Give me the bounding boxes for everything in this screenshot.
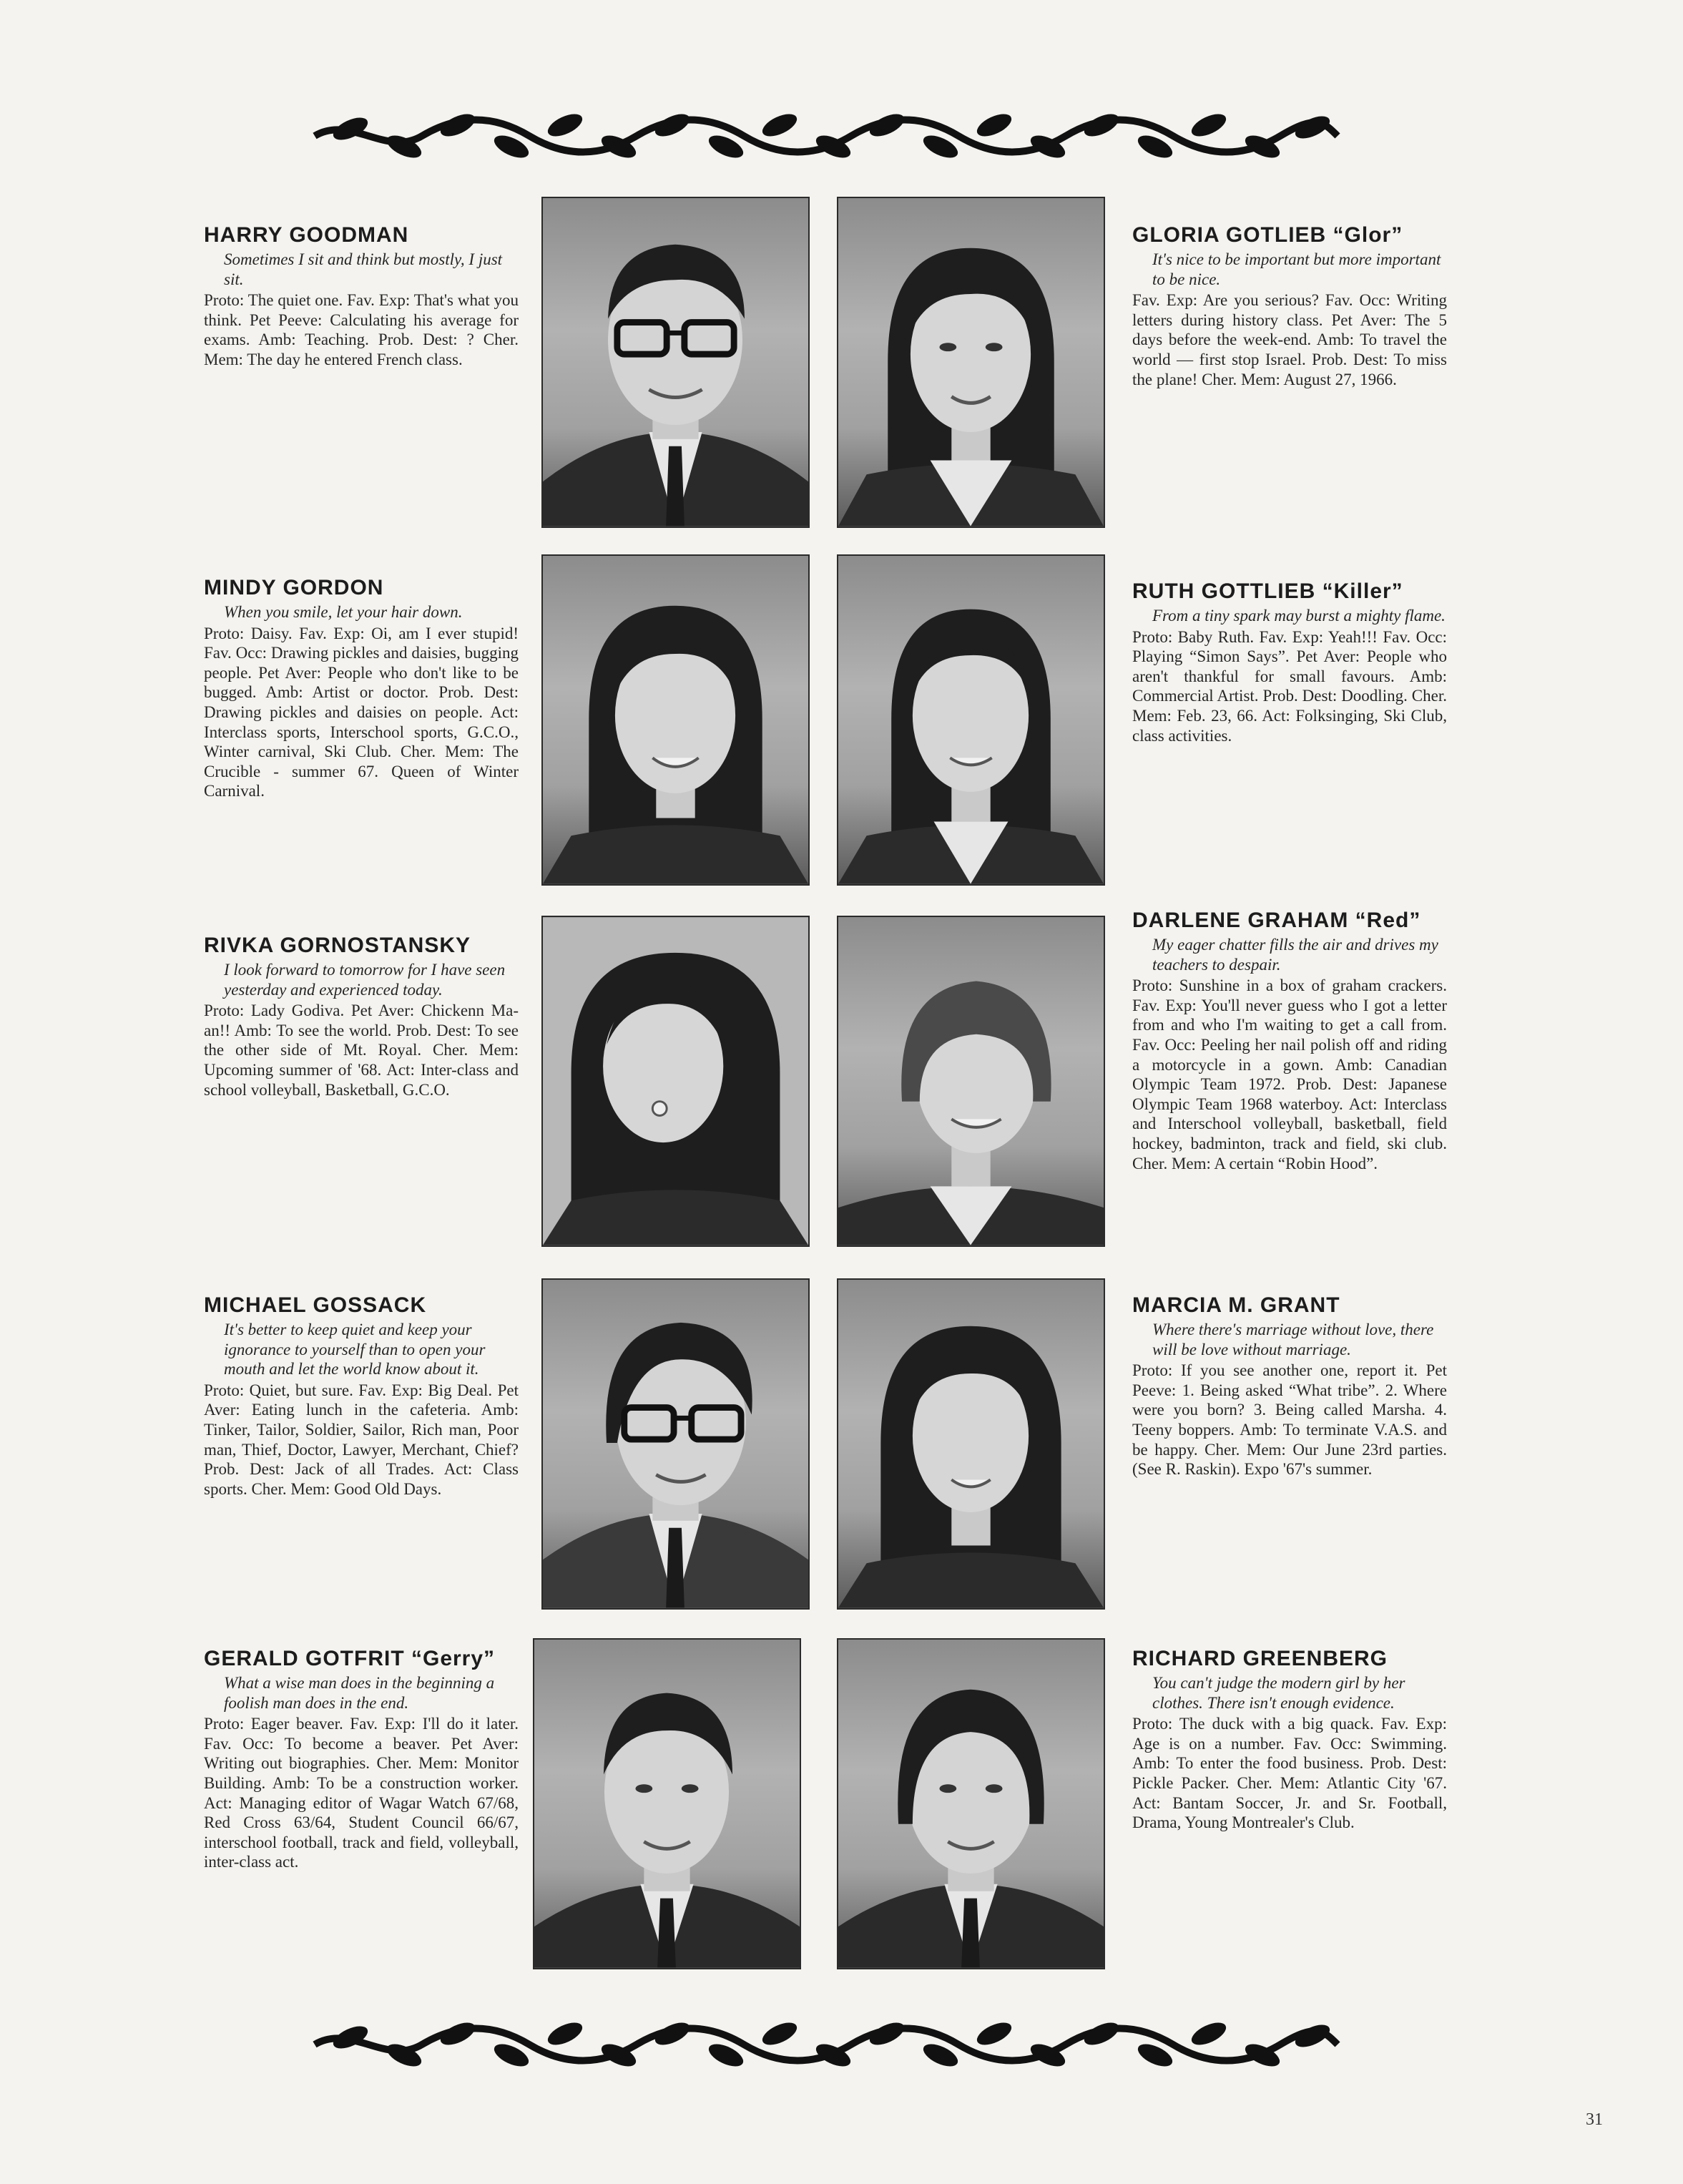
female-portrait-icon	[838, 917, 1104, 1245]
student-bio: Proto: Sunshine in a box of graham crackers. Fav. Exp: You'll never guess who I got a letter from and who I'm waiting to get a call from. Fav. Occ: Peeling her nail polish off and riding a motorcycle in a gown. Amb: Canadian Olympic Team 1972. Prob. Dest: Japanese Olympic Team 1968 waterboy. Act: Interclass and Interschool volleyball, basketball, field hockey, badminton, track and field, ski club. Cher. Mem: A certain “Robin Hood”.	[1132, 976, 1447, 1172]
bio-marcia-grant	[1132, 1293, 1447, 1479]
student-motto: My eager chatter fills the air and drives my teachers to despair.	[1152, 936, 1438, 974]
student-motto: It's better to keep quiet and keep your ignorance to yourself than to open your mouth and let the world know about it.	[224, 1321, 486, 1379]
bio-rivka-gornostansky	[204, 934, 519, 1100]
student-motto: What a wise man does in the beginning a foolish man does in the end.	[224, 1674, 495, 1712]
male-portrait-icon	[543, 198, 808, 527]
portrait-photo-gloria-gotlieb	[837, 197, 1105, 528]
student-bio: Proto: Quiet, but sure. Fav. Exp: Big Deal. Pet Aver: Eating lunch in the cafeteria. Amb: Tinker, Tailor, Soldier, Sailor, Rich man, Poor man, Thief, Doctor, Lawyer, Merchant, Chief? Prob. Dest: Jack of all Trades. Act: Class sports. Cher. Mem: Good Old Days.	[204, 1381, 519, 1498]
portrait-photo-harry-goodman	[541, 197, 810, 528]
bio-richard-greenberg	[1132, 1647, 1447, 1833]
portrait-photo-marcia-grant	[837, 1278, 1105, 1610]
top-vine-ornament	[308, 107, 1345, 165]
female-portrait-icon	[838, 556, 1104, 884]
female-portrait-icon	[543, 556, 808, 884]
portrait-photo-michael-gossack	[541, 1278, 810, 1610]
portrait-photo-rivka-gornostansky	[541, 916, 810, 1247]
female-portrait-icon	[838, 198, 1104, 527]
male-portrait-icon	[838, 1640, 1104, 1968]
student-motto: From a tiny spark may burst a mighty flame.	[1152, 607, 1446, 625]
student-motto: You can't judge the modern girl by her clothes. There isn't enough evidence.	[1152, 1674, 1405, 1712]
student-name: MINDY GORDON	[204, 576, 384, 599]
bio-ruth-gottlieb	[1132, 579, 1447, 745]
portrait-photo-darlene-graham	[837, 916, 1105, 1247]
female-portrait-icon	[543, 917, 808, 1245]
student-name: MICHAEL GOSSACK	[204, 1293, 427, 1317]
bio-mindy-gordon	[204, 576, 519, 801]
student-motto: Sometimes I sit and think but mostly, I just sit.	[224, 250, 503, 288]
bottom-vine-ornament	[308, 2016, 1345, 2073]
bio-michael-gossack	[204, 1293, 519, 1499]
bio-darlene-graham	[1132, 909, 1447, 1173]
student-bio: Proto: If you see another one, report it. Pet Peeve: 1. Being asked “What tribe”. 2. Where were you born? 3. Being called Marsha. 4. Teeny boppers. Amb: To terminate V.A.S. and be happy. Cher. Mem: Our June 23rd parties. (See R. Raskin). Expo '67's summer.	[1132, 1361, 1447, 1479]
student-motto: It's nice to be important but more important to be nice.	[1152, 250, 1441, 288]
student-bio: Proto: Baby Ruth. Fav. Exp: Yeah!!! Fav. Occ: Playing “Simon Says”. Pet Aver: People who aren't thankful for small favours. Amb: Commercial Artist. Prob. Dest: Doodling. Cher. Mem: Feb. 23, 66. Act: Folksinging, Ski Club, class activities.	[1132, 627, 1447, 745]
student-name: GERALD GOTFRIT “Gerry”	[204, 1647, 496, 1670]
student-motto: When you smile, let your hair down.	[224, 603, 463, 621]
portrait-photo-ruth-gottlieb	[837, 554, 1105, 886]
student-bio: Proto: The quiet one. Fav. Exp: That's what you think. Pet Peeve: Calculating his average for exams. Amb: Teaching. Prob. Dest: ? Cher. Mem: The day he entered French class.	[204, 291, 519, 368]
male-portrait-icon	[543, 1280, 808, 1608]
student-name: GLORIA GOTLIEB “Glor”	[1132, 223, 1403, 247]
male-portrait-icon	[534, 1640, 800, 1968]
bio-gerald-gotfrit	[204, 1647, 519, 1872]
student-name: HARRY GOODMAN	[204, 223, 409, 247]
student-name: RUTH GOTTLIEB “Killer”	[1132, 579, 1403, 603]
portrait-photo-richard-greenberg	[837, 1638, 1105, 1969]
bio-harry-goodman	[204, 223, 519, 370]
student-bio: Proto: The duck with a big quack. Fav. Exp: Age is on a number. Fav. Occ: Swimming. Amb: To enter the food business. Prob. Dest: Pickle Packer. Cher. Mem: Atlantic City '67. Act: Bantam Soccer, Jr. and Sr. Football, Drama, Young Montrealer's Club.	[1132, 1715, 1447, 1832]
student-name: MARCIA M. GRANT	[1132, 1293, 1340, 1317]
portrait-photo-gerald-gotfrit	[533, 1638, 801, 1969]
student-motto: I look forward to tomorrow for I have seen yesterday and experienced today.	[224, 961, 506, 999]
portrait-photo-mindy-gordon	[541, 554, 810, 886]
female-portrait-icon	[838, 1280, 1104, 1608]
student-name: RICHARD GREENBERG	[1132, 1647, 1388, 1670]
student-bio: Fav. Exp: Are you serious? Fav. Occ: Writing letters during history class. Pet Aver: The 5 days before the week-end. Amb: To travel the world — first stop Israel. Prob. Dest: To miss the plane! Cher. Mem: August 27, 1966.	[1132, 291, 1447, 388]
student-motto: Where there's marriage without love, there will be love without marriage.	[1152, 1321, 1434, 1358]
page-number: 31	[1586, 2110, 1603, 2129]
bio-gloria-gotlieb	[1132, 223, 1447, 389]
student-name: DARLENE GRAHAM “Red”	[1132, 909, 1421, 932]
student-bio: Proto: Eager beaver. Fav. Exp: I'll do it later. Fav. Occ: To become a beaver. Pet Aver: Writing out biographies. Cher. Mem: Monitor Building. Amb: To be a construction worker. Act: Managing editor of Wagar Watch 67/68, Red Cross 63/64, Student Council 66/67, interschool football, track and field, volleyball, inter-class act.	[204, 1715, 519, 1871]
student-name: RIVKA GORNOSTANSKY	[204, 934, 471, 957]
student-bio: Proto: Daisy. Fav. Exp: Oi, am I ever stupid! Fav. Occ: Drawing pickles and daisies, bugging people. Pet Aver: People who don't like to be bugged. Amb: Artist or doctor. Prob. Dest: Drawing pickles and daisies on people. Act: Interclass sports, Interschool sports, G.C.O., Winter carnival, Ski Club. Cher. Mem: The Crucible - summer 67. Queen of Winter Carnival.	[204, 624, 519, 800]
student-bio: Proto: Lady Godiva. Pet Aver: Chickenn Ma-an!! Amb: To see the world. Prob. Dest: To see the other side of Mt. Royal. Cher. Mem: Upcoming summer of '68. Act: Inter-class and school volleyball, Basketball, G.C.O.	[204, 1002, 519, 1099]
